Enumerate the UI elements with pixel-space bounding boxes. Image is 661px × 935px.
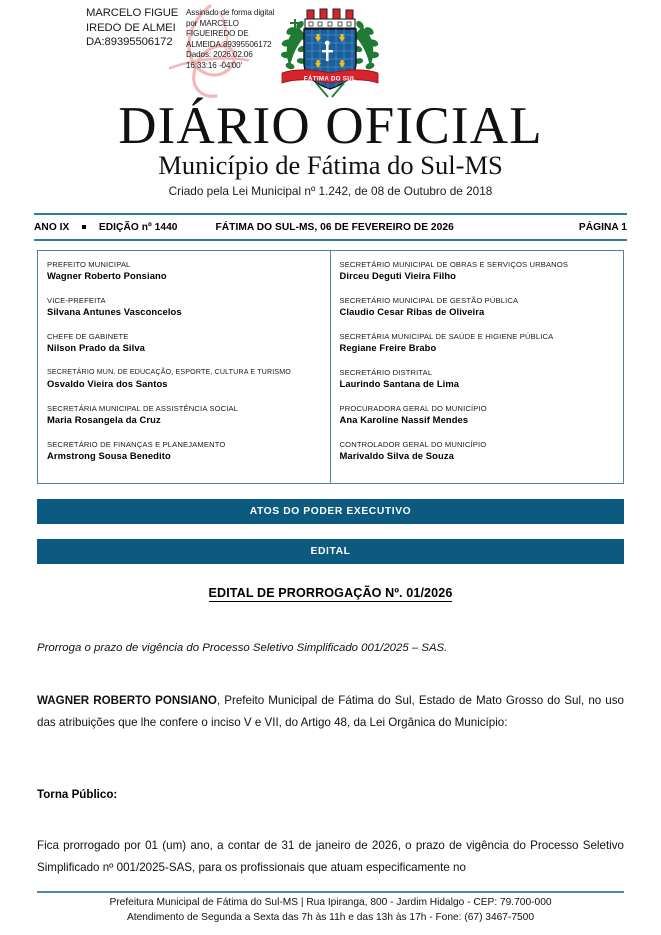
official-role: CHEFE DE GABINETE bbox=[47, 332, 129, 341]
official-role: PROCURADORA GERAL DO MUNICÍPIO bbox=[339, 404, 487, 413]
page-subtitle: Município de Fátima do Sul-MS bbox=[158, 150, 503, 180]
masthead bbox=[0, 0, 661, 208]
official-name: Silvana Antunes Vasconcelos bbox=[47, 306, 182, 317]
torna-publico-heading: Torna Público: bbox=[37, 788, 118, 801]
official-name: Osvaldo Vieira dos Santos bbox=[47, 378, 168, 389]
official-name: Claudio Cesar Ribas de Oliveira bbox=[339, 306, 485, 317]
official-entry bbox=[340, 439, 615, 463]
section-banner-atos: ATOS DO PODER EXECUTIVO bbox=[37, 499, 624, 524]
official-name: Regiane Freire Brabo bbox=[339, 342, 437, 353]
official-role: SECRETÁRIA MUNICIPAL DE ASSISTÊNCIA SOCIAL bbox=[47, 404, 239, 413]
official-name: Marivaldo Silva de Souza bbox=[339, 450, 454, 461]
official-entry bbox=[47, 331, 321, 355]
section-banner-edital: EDITAL bbox=[37, 539, 624, 564]
official-name: Laurindo Santana de Lima bbox=[339, 378, 460, 389]
official-role: SECRETÁRIA MUNICIPAL DE SAÚDE E HIGIENE PÚBLICA bbox=[339, 332, 554, 341]
official-entry bbox=[340, 295, 615, 319]
edition-bar bbox=[34, 217, 627, 237]
coat-of-arms-icon bbox=[276, 1, 384, 101]
official-role: PREFEITO MUNICIPAL bbox=[47, 260, 131, 269]
edital-ementa: Prorroga o prazo de vigência do Processo Seletivo Simplificado 001/2025 – SAS. bbox=[37, 642, 448, 654]
official-name: Armstrong Sousa Benedito bbox=[47, 450, 171, 461]
official-role: SECRETÁRIO MUNICIPAL DE OBRAS E SERVIÇOS URBANOS bbox=[339, 260, 569, 269]
page-title: DIÁRIO OFICIAL bbox=[118, 97, 543, 155]
edital-paragraph-preamble bbox=[37, 690, 624, 734]
officials-column-left bbox=[38, 251, 331, 483]
official-name: Dirceu Deguti Vieira Filho bbox=[339, 270, 457, 281]
footer-rule bbox=[37, 891, 624, 893]
svg-text:FÁTIMA DO SUL: FÁTIMA DO SUL bbox=[303, 75, 357, 83]
official-role: SECRETÁRIO DE FINANÇAS E PLANEJAMENTO bbox=[47, 440, 226, 449]
edition-rule-bottom bbox=[34, 239, 627, 241]
footer-address: Prefeitura Municipal de Fátima do Sul-MS | Rua Ipiranga, 800 - Jardim Hidalgo - CEP: 79.700-000 bbox=[109, 897, 552, 908]
edition-number: EDIÇÃO nº 1440 bbox=[98, 221, 178, 233]
official-role: SECRETÁRIO DISTRITAL bbox=[339, 368, 433, 377]
official-entry bbox=[340, 259, 615, 283]
signature-subject-name: MARCELO FIGUEIREDO DE ALMEIDA:89395506172 bbox=[86, 7, 179, 49]
official-name: Maria Rosangela da Cruz bbox=[47, 414, 161, 425]
preamble-rest: , Prefeito Municipal de Fátima do Sul, Estado de Mato Grosso do Sul, no uso das atribuições que lhe confere o inciso V e VII, do Artigo 48, da Lei Orgânica do Município: bbox=[37, 694, 624, 729]
footer bbox=[0, 896, 661, 925]
official-role: VICE-PREFEITA bbox=[47, 296, 106, 305]
edital-paragraph-body: Fica prorrogado por 01 (um) ano, a contar de 31 de janeiro de 2026, o prazo de vigência do Processo Seletivo Simplificado nº 001/2025-SAS, para os profissionais que atuam especificamente no bbox=[37, 839, 624, 874]
digital-signature-block bbox=[86, 6, 282, 98]
edition-year: ANO IX bbox=[34, 221, 70, 233]
edital-title-text: EDITAL DE PRORROGAÇÃO Nº. 01/2026 bbox=[208, 586, 453, 600]
official-role: CONTROLADOR GERAL DO MUNICÍPIO bbox=[339, 440, 487, 449]
creation-law-line: Criado pela Lei Municipal nº 1.242, de 08 de Outubro de 2018 bbox=[168, 184, 493, 198]
page-number: PÁGINA 1 bbox=[578, 221, 627, 233]
official-entry bbox=[340, 331, 615, 355]
official-name: Ana Karoline Nassif Mendes bbox=[339, 414, 469, 425]
official-entry bbox=[47, 403, 321, 427]
mayor-name-strong: WAGNER ROBERTO PONSIANO bbox=[37, 694, 217, 707]
officials-column-right bbox=[331, 251, 624, 483]
officials-table bbox=[37, 250, 624, 484]
official-entry bbox=[340, 403, 615, 427]
official-entry bbox=[47, 295, 321, 319]
official-role: SECRETÁRIO MUNICIPAL DE GESTÃO PÚBLICA bbox=[339, 296, 519, 305]
official-role: SECRETÁRIO MUN. DE EDUCAÇÃO, ESPORTE, CULTURA E TURISMO bbox=[47, 368, 291, 376]
edition-rule-top bbox=[34, 213, 627, 215]
official-name: Nilson Prado da Silva bbox=[47, 342, 145, 353]
footer-hours: Atendimento de Segunda a Sexta das 7h às 11h e das 13h às 17h - Fone: (67) 3467-7500 bbox=[126, 911, 535, 923]
official-entry bbox=[47, 439, 321, 463]
official-entry bbox=[340, 367, 615, 391]
official-name: Wagner Roberto Ponsiano bbox=[47, 270, 167, 281]
signature-details: Assinado de forma digital por MARCELO FIGUEIREDO DE ALMEIDA:89395506172 Dados: 2026.02.06 16:33:16 -04'00' bbox=[186, 8, 275, 70]
official-entry bbox=[47, 259, 321, 283]
official-entry bbox=[47, 367, 321, 391]
bullet-separator-icon bbox=[82, 225, 86, 229]
edition-place-date: FÁTIMA DO SUL-MS, 06 DE FEVEREIRO DE 2026 bbox=[215, 221, 454, 233]
edital-title bbox=[0, 586, 661, 600]
